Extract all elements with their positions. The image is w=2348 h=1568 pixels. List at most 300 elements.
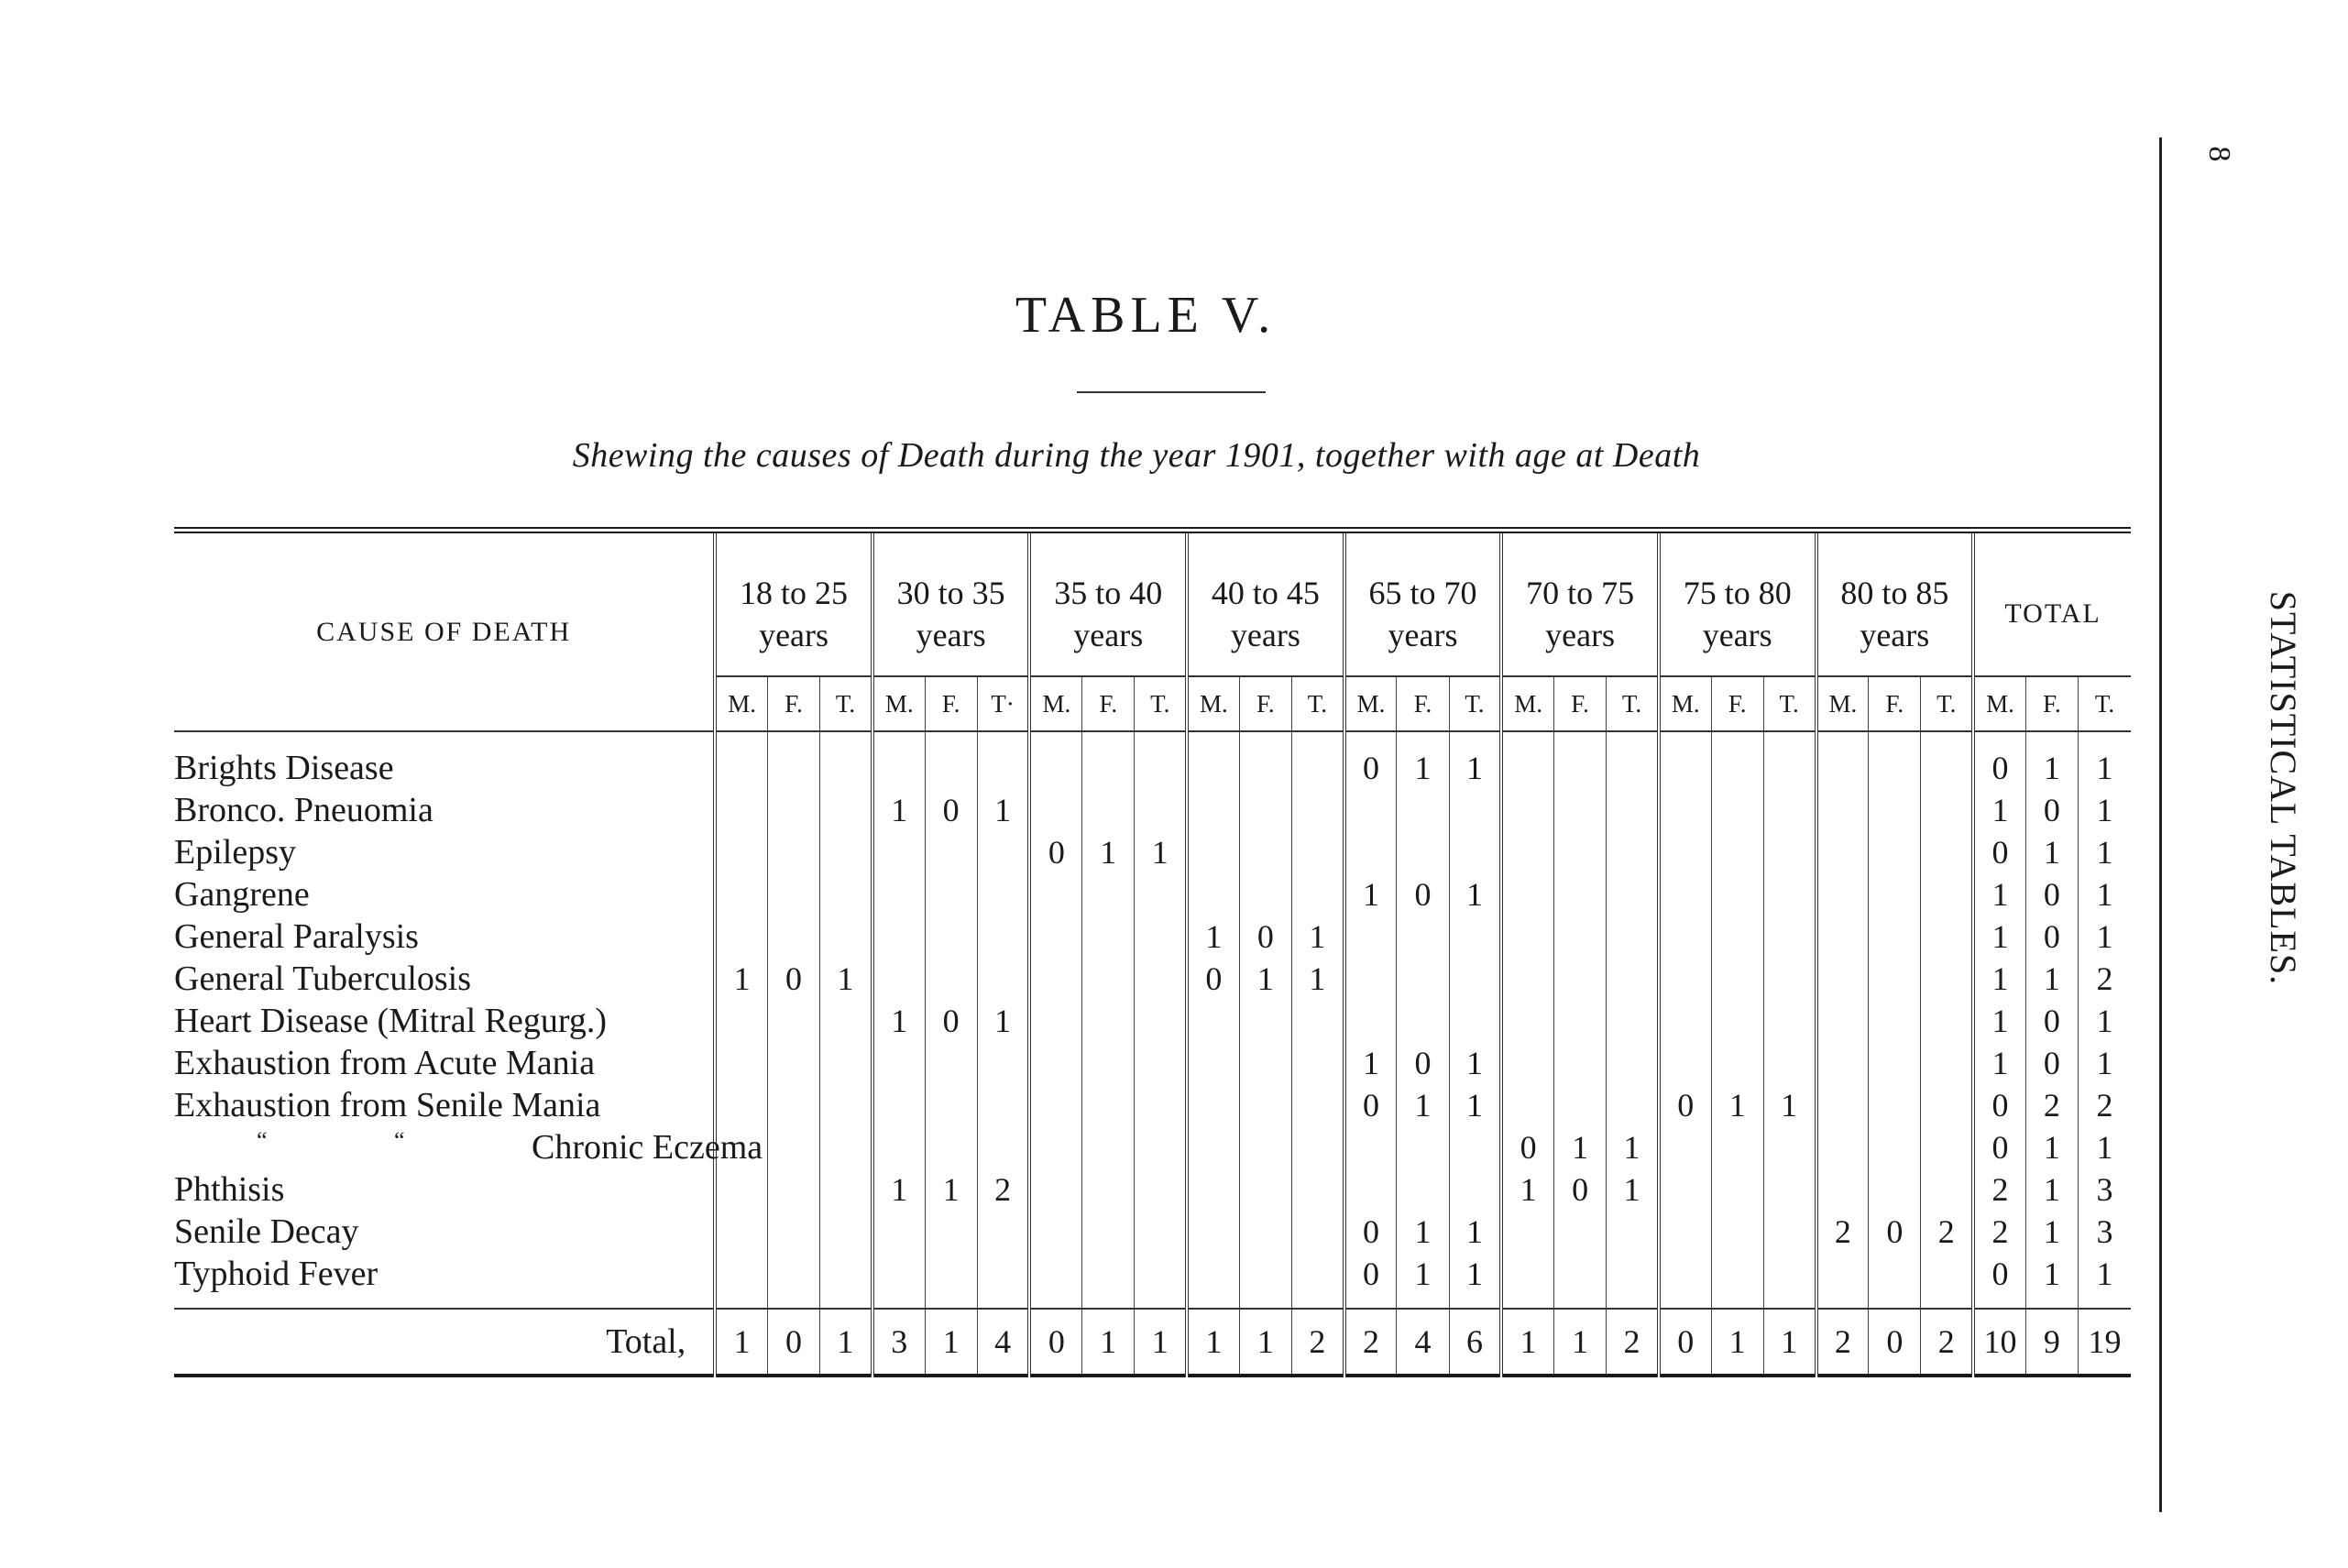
spacer-cell [1554, 731, 1607, 747]
cause-cell [174, 789, 715, 831]
spacer-cell [1397, 1295, 1449, 1309]
count-cell: 2 [2079, 1084, 2131, 1126]
count-cell [1711, 1000, 1763, 1042]
count-cell: 1 [1344, 1042, 1397, 1084]
sex-subheader: M. [1501, 676, 1553, 731]
spacer-cell [1082, 1295, 1135, 1309]
age-group-unit: years [1545, 616, 1616, 653]
count-cell [820, 1211, 872, 1253]
spacer-cell [1659, 731, 1711, 747]
count-cell [1711, 873, 1763, 916]
count-cell [872, 873, 925, 916]
count-cell [1449, 789, 1501, 831]
count-cell [767, 1168, 819, 1211]
count-cell [1291, 1126, 1344, 1168]
spacer-cell [1607, 731, 1659, 747]
count-cell [1344, 789, 1397, 831]
count-cell [1239, 831, 1291, 873]
count-cell [1397, 916, 1449, 958]
spacer-cell [1344, 1295, 1397, 1309]
count-cell [977, 1253, 1029, 1295]
count-cell [1187, 1126, 1239, 1168]
age-group-range: TOTAL [2004, 598, 2101, 629]
count-cell [1711, 1126, 1763, 1168]
age-group-range: 75 to 80 [1683, 574, 1792, 611]
spacer-cell [174, 731, 715, 747]
count-cell: 2 [977, 1168, 1029, 1211]
count-cell: 0 [1344, 747, 1397, 789]
count-cell [1554, 831, 1607, 873]
cause-label: Brights Disease [174, 749, 394, 787]
total-cell: 4 [977, 1309, 1029, 1376]
count-cell [1291, 1168, 1344, 1211]
count-cell [1921, 958, 1973, 1000]
count-cell [1659, 1126, 1711, 1168]
count-cell: 0 [1973, 831, 2025, 873]
total-cell: 2 [1921, 1309, 1973, 1376]
spacer-cell [1816, 1295, 1869, 1309]
count-cell [767, 831, 819, 873]
count-cell [1816, 1253, 1869, 1295]
total-cell: 1 [715, 1309, 767, 1376]
count-cell: 1 [1291, 958, 1344, 1000]
count-cell [1607, 1253, 1659, 1295]
count-cell: 1 [1973, 1042, 2025, 1084]
count-cell [1029, 958, 1081, 1000]
count-cell: 1 [2025, 1253, 2078, 1295]
count-cell [1291, 747, 1344, 789]
age-group-range: 18 to 25 [740, 574, 849, 611]
spacer-cell [1763, 731, 1816, 747]
count-cell [1135, 916, 1187, 958]
count-cell [1607, 831, 1659, 873]
sex-subheader: T. [1763, 676, 1816, 731]
table-row [174, 789, 2131, 831]
total-cell: 1 [1082, 1309, 1135, 1376]
count-cell [1921, 1126, 1973, 1168]
cause-cell [174, 831, 715, 873]
age-group-header-row [174, 531, 2131, 677]
count-cell: 1 [2079, 1000, 2131, 1042]
count-cell [1135, 1211, 1187, 1253]
count-cell [1029, 789, 1081, 831]
spacer-cell [2079, 731, 2131, 747]
count-cell [1187, 1168, 1239, 1211]
total-cell: 1 [1711, 1309, 1763, 1376]
count-cell [820, 1042, 872, 1084]
spacer-cell [1921, 1295, 1973, 1309]
count-cell [715, 747, 767, 789]
count-cell [1763, 747, 1816, 789]
count-cell [1816, 916, 1869, 958]
count-cell: 0 [925, 1000, 977, 1042]
count-cell: 1 [2079, 916, 2131, 958]
count-cell: 2 [1973, 1211, 2025, 1253]
count-cell [1501, 831, 1553, 873]
count-cell [1921, 1084, 1973, 1126]
age-group-unit: years [1388, 616, 1458, 653]
cause-label: Epilepsy [174, 833, 296, 872]
total-cell: 1 [1239, 1309, 1291, 1376]
count-cell [820, 1168, 872, 1211]
count-cell [820, 916, 872, 958]
spacer-cell [1501, 1295, 1553, 1309]
count-cell [872, 1084, 925, 1126]
count-cell [820, 1084, 872, 1126]
count-cell [1816, 873, 1869, 916]
spacer-cell [1291, 731, 1344, 747]
cause-cell [174, 958, 715, 1000]
sex-subheader: T. [1607, 676, 1659, 731]
total-cell: 0 [1659, 1309, 1711, 1376]
count-cell: 1 [1397, 1253, 1449, 1295]
count-cell [1816, 831, 1869, 873]
count-cell [1711, 1168, 1763, 1211]
spacer-cell [1763, 1295, 1816, 1309]
count-cell [1239, 1126, 1291, 1168]
count-cell [1659, 1168, 1711, 1211]
count-cell [715, 1253, 767, 1295]
count-cell [1607, 916, 1659, 958]
count-cell: 1 [1449, 1253, 1501, 1295]
count-cell [767, 1000, 819, 1042]
spacer-cell [1554, 1295, 1607, 1309]
count-cell [1869, 1084, 1921, 1126]
count-cell [1449, 1000, 1501, 1042]
page-number: 8 [2202, 146, 2236, 162]
age-group-range: 30 to 35 [896, 574, 1005, 611]
count-cell [1763, 789, 1816, 831]
count-cell [767, 873, 819, 916]
age-group-header [872, 531, 1030, 677]
table-title: TABLE V. [1015, 287, 1277, 344]
count-cell: 1 [2079, 789, 2131, 831]
sex-subheader: M. [1659, 676, 1711, 731]
total-cell: 1 [1135, 1309, 1187, 1376]
count-cell [1449, 1168, 1501, 1211]
count-cell: 0 [1659, 1084, 1711, 1126]
title-rule [1077, 391, 1266, 393]
count-cell: 1 [1397, 1084, 1449, 1126]
table-row [174, 831, 2131, 873]
table-row [174, 1211, 2131, 1253]
count-cell [1921, 831, 1973, 873]
sex-subheader: M. [1029, 676, 1081, 731]
age-group-header [1659, 531, 1816, 677]
total-cell: 19 [2079, 1309, 2131, 1376]
count-cell [925, 958, 977, 1000]
count-cell [1607, 789, 1659, 831]
count-cell [1763, 958, 1816, 1000]
count-cell: 1 [2079, 1042, 2131, 1084]
causes-of-death-table [174, 527, 2131, 1377]
count-cell [1239, 789, 1291, 831]
count-cell [1082, 1168, 1135, 1211]
count-cell: 1 [1711, 1084, 1763, 1126]
count-cell [1501, 873, 1553, 916]
cause-cell [174, 1168, 715, 1211]
count-cell: 1 [1973, 789, 2025, 831]
count-cell: 1 [2079, 831, 2131, 873]
spacer-cell [1973, 731, 2025, 747]
spacer-cell [925, 731, 977, 747]
count-cell: 1 [1449, 873, 1501, 916]
count-cell [1869, 1042, 1921, 1084]
sex-subheader: F. [2025, 676, 2078, 731]
age-group-header [1187, 531, 1344, 677]
count-cell: 2 [1921, 1211, 1973, 1253]
count-cell [1029, 1000, 1081, 1042]
cause-cell [174, 1000, 715, 1042]
count-cell [1763, 1168, 1816, 1211]
count-cell [767, 747, 819, 789]
total-cell: 1 [1763, 1309, 1816, 1376]
spacer-cell [1187, 731, 1239, 747]
count-cell: 1 [1449, 747, 1501, 789]
spacer-cell [1711, 731, 1763, 747]
spacer-cell [1973, 1295, 2025, 1309]
count-cell [1554, 1253, 1607, 1295]
count-cell [1135, 1000, 1187, 1042]
count-cell [1397, 1126, 1449, 1168]
count-cell [1763, 1042, 1816, 1084]
age-group-header [1816, 531, 1974, 677]
table-row [174, 916, 2131, 958]
spacer-cell [767, 731, 819, 747]
sex-subheader: T. [1135, 676, 1187, 731]
count-cell [1501, 1211, 1553, 1253]
count-cell: 1 [1449, 1211, 1501, 1253]
table-row [174, 1253, 2131, 1295]
count-cell [872, 747, 925, 789]
count-cell: 1 [1607, 1126, 1659, 1168]
count-cell: 1 [1187, 916, 1239, 958]
count-cell [1554, 1000, 1607, 1042]
count-cell: 1 [1554, 1126, 1607, 1168]
count-cell [1869, 747, 1921, 789]
cause-label: Senile Decay [174, 1212, 359, 1251]
count-cell [1554, 789, 1607, 831]
sex-subheader: F. [1397, 676, 1449, 731]
count-cell [715, 1211, 767, 1253]
count-cell [767, 1042, 819, 1084]
count-cell: 3 [2079, 1211, 2131, 1253]
count-cell [1187, 831, 1239, 873]
count-cell [1187, 873, 1239, 916]
count-cell: 0 [1397, 873, 1449, 916]
count-cell [1082, 1126, 1135, 1168]
count-cell: 1 [1607, 1168, 1659, 1211]
count-cell: 1 [1449, 1084, 1501, 1126]
sex-subheader: F. [1239, 676, 1291, 731]
count-cell [925, 1126, 977, 1168]
count-cell [1921, 1168, 1973, 1211]
count-cell [1187, 1253, 1239, 1295]
count-cell [1816, 1168, 1869, 1211]
count-cell: 0 [2025, 1000, 2078, 1042]
spacer-cell [872, 731, 925, 747]
count-cell [925, 747, 977, 789]
count-cell [977, 831, 1029, 873]
age-group-unit: years [916, 616, 986, 653]
count-cell [872, 1126, 925, 1168]
count-cell [1554, 873, 1607, 916]
count-cell [872, 1211, 925, 1253]
table-body [174, 731, 2131, 1376]
count-cell [1239, 1253, 1291, 1295]
count-cell: 3 [2079, 1168, 2131, 1211]
cause-label: Phthisis [174, 1170, 285, 1209]
count-cell [1029, 1084, 1081, 1126]
total-cell: 10 [1973, 1309, 2025, 1376]
count-cell: 1 [1973, 916, 2025, 958]
count-cell [1501, 747, 1553, 789]
count-cell [1554, 747, 1607, 789]
spacer-cell [1029, 731, 1081, 747]
count-cell: 0 [1973, 1084, 2025, 1126]
count-cell [1239, 1168, 1291, 1211]
count-cell [767, 1084, 819, 1126]
count-cell [1869, 873, 1921, 916]
spacer-cell [1344, 731, 1397, 747]
count-cell [1607, 1042, 1659, 1084]
total-cell: 9 [2025, 1309, 2078, 1376]
count-cell [1711, 747, 1763, 789]
spacer-cell [1869, 731, 1921, 747]
count-cell [1291, 1211, 1344, 1253]
table-row [174, 1168, 2131, 1211]
count-cell: 0 [767, 958, 819, 1000]
total-cell: 1 [820, 1309, 872, 1376]
count-cell [1449, 831, 1501, 873]
count-cell [1711, 789, 1763, 831]
count-cell: 1 [2025, 831, 2078, 873]
count-cell [1763, 1126, 1816, 1168]
count-cell [1187, 1042, 1239, 1084]
total-cell: 1 [1187, 1309, 1239, 1376]
count-cell: 1 [1344, 873, 1397, 916]
count-cell [1763, 1253, 1816, 1295]
count-cell [820, 1253, 872, 1295]
count-cell [1816, 1042, 1869, 1084]
count-cell: 1 [1397, 1211, 1449, 1253]
count-cell [1135, 1253, 1187, 1295]
count-cell [1291, 831, 1344, 873]
count-cell [1921, 916, 1973, 958]
count-cell [1711, 831, 1763, 873]
count-cell [1344, 831, 1397, 873]
count-cell [1554, 958, 1607, 1000]
count-cell: 1 [872, 789, 925, 831]
spacer-row [174, 731, 2131, 747]
count-cell: 1 [2079, 747, 2131, 789]
sex-subheader: F. [1554, 676, 1607, 731]
count-cell [1187, 747, 1239, 789]
count-cell [1344, 1126, 1397, 1168]
cause-cell [174, 1126, 763, 1168]
count-cell [1869, 831, 1921, 873]
spacer-cell [1239, 731, 1291, 747]
sex-subheader: M. [1187, 676, 1239, 731]
count-cell [1344, 1000, 1397, 1042]
age-group-unit: years [759, 616, 829, 653]
count-cell [767, 916, 819, 958]
count-cell [767, 1126, 819, 1168]
count-cell: 1 [2025, 958, 2078, 1000]
sex-subheader: T. [820, 676, 872, 731]
count-cell [1187, 789, 1239, 831]
count-cell: 1 [2025, 1211, 2078, 1253]
margin-rule [2159, 137, 2162, 1512]
sex-subheader: M. [1344, 676, 1397, 731]
count-cell [1397, 831, 1449, 873]
count-cell [767, 1211, 819, 1253]
count-cell: 0 [2025, 916, 2078, 958]
count-cell [1501, 1042, 1553, 1084]
age-group-header [1029, 531, 1187, 677]
count-cell [1291, 873, 1344, 916]
count-cell [715, 831, 767, 873]
count-cell: 1 [977, 789, 1029, 831]
cause-label: Chronic Eczema [532, 1128, 763, 1167]
count-cell [1554, 1084, 1607, 1126]
count-cell: 1 [2079, 1253, 2131, 1295]
count-cell [1869, 1126, 1921, 1168]
count-cell [1607, 1211, 1659, 1253]
count-cell [1607, 958, 1659, 1000]
count-cell [1135, 789, 1187, 831]
total-group-header [1973, 531, 2131, 677]
table-subtitle: Shewing the causes of Death during the year 1901, together with age at Death [572, 436, 1701, 475]
sex-subheader: F. [1082, 676, 1135, 731]
count-cell [1659, 1042, 1711, 1084]
count-cell [1711, 1253, 1763, 1295]
cause-cell [174, 1253, 715, 1295]
total-cell: 0 [1869, 1309, 1921, 1376]
age-group-unit: years [1073, 616, 1144, 653]
count-cell [1659, 831, 1711, 873]
count-cell [1082, 916, 1135, 958]
cause-label: General Tuberculosis [174, 959, 472, 998]
count-cell [820, 1126, 872, 1168]
count-cell: 0 [1501, 1126, 1553, 1168]
table-row [174, 1126, 2131, 1168]
total-cell: 2 [1607, 1309, 1659, 1376]
count-cell [1135, 1042, 1187, 1084]
sex-subheader: T. [1921, 676, 1973, 731]
spacer-cell [767, 1295, 819, 1309]
count-cell [977, 747, 1029, 789]
count-cell: 1 [1763, 1084, 1816, 1126]
count-cell: 2 [1973, 1168, 2025, 1211]
count-cell: 1 [1449, 1042, 1501, 1084]
cause-label: Typhoid Fever [174, 1255, 379, 1293]
count-cell [1921, 747, 1973, 789]
count-cell: 1 [820, 958, 872, 1000]
age-group-range: 80 to 85 [1840, 574, 1949, 611]
count-cell: 1 [1291, 916, 1344, 958]
spacer-cell [1449, 731, 1501, 747]
spacer-cell [1711, 1295, 1763, 1309]
count-cell: 0 [1973, 1253, 2025, 1295]
count-cell [1554, 1211, 1607, 1253]
count-cell [1659, 1253, 1711, 1295]
spacer-cell [1869, 1295, 1921, 1309]
count-cell [1816, 1084, 1869, 1126]
count-cell [1082, 1211, 1135, 1253]
count-cell [1082, 1084, 1135, 1126]
count-cell: 1 [2025, 1168, 2078, 1211]
